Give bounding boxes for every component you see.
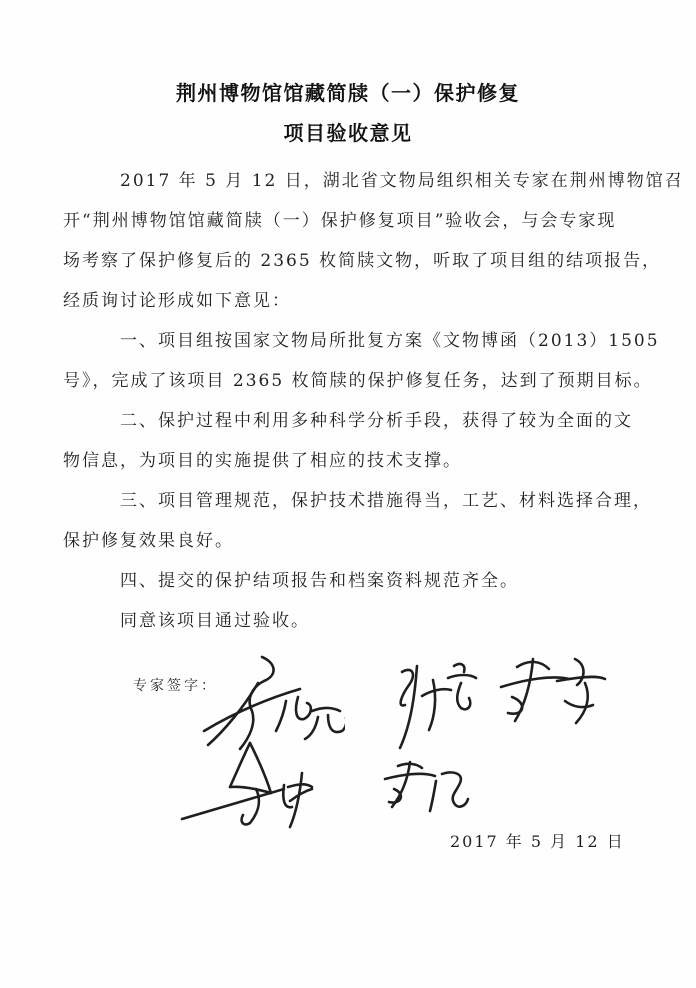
body-line: 2017 年 5 月 12 日，湖北省文物局组织相关专家在荆州博物馆召	[120, 171, 684, 191]
body-line: 保护修复效果良好。	[63, 531, 234, 551]
body-line: 号》，完成了该项目 2365 枚简牍的保护修复任务，达到了预期目标。	[63, 371, 653, 391]
body-line: 开“荆州博物馆馆藏简牍（一）保护修复项目”验收会，与会专家现	[63, 211, 617, 231]
handwritten-signature-2	[388, 658, 483, 753]
handwritten-signature-3	[495, 653, 610, 733]
body-line: 同意该项目通过验收。	[120, 611, 310, 631]
title-line-1: 荆州博物馆馆藏简牍（一）保护修复	[176, 81, 520, 105]
body-line: 物信息，为项目的实施提供了相应的技术支撑。	[63, 451, 462, 471]
body-line: 二、保护过程中利用多种科学分析手段，获得了较为全面的文	[120, 411, 633, 431]
document-body	[0, 161, 696, 641]
handwritten-signature-4	[178, 739, 318, 834]
body-line: 四、提交的保护结项报告和档案资料规范齐全。	[120, 571, 519, 591]
document-date: 2017 年 5 月 12 日	[450, 832, 625, 851]
body-line: 三、项目管理规范，保护技术措施得当，工艺、材料选择合理，	[120, 491, 652, 511]
body-line: 一、项目组按国家文物局所批复方案《文物博函（2013）1505	[120, 331, 660, 351]
document-title	[0, 0, 696, 153]
body-line: 场考察了保护修复后的 2365 枚简牍文物，听取了项目组的结项报告，	[63, 251, 662, 271]
signature-label: 专家签字：	[133, 678, 218, 694]
body-line: 经质询讨论形成如下意见：	[63, 291, 291, 311]
handwritten-signature-5	[380, 759, 470, 821]
title-line-2: 项目验收意见	[283, 121, 413, 145]
signature-section	[0, 641, 696, 988]
